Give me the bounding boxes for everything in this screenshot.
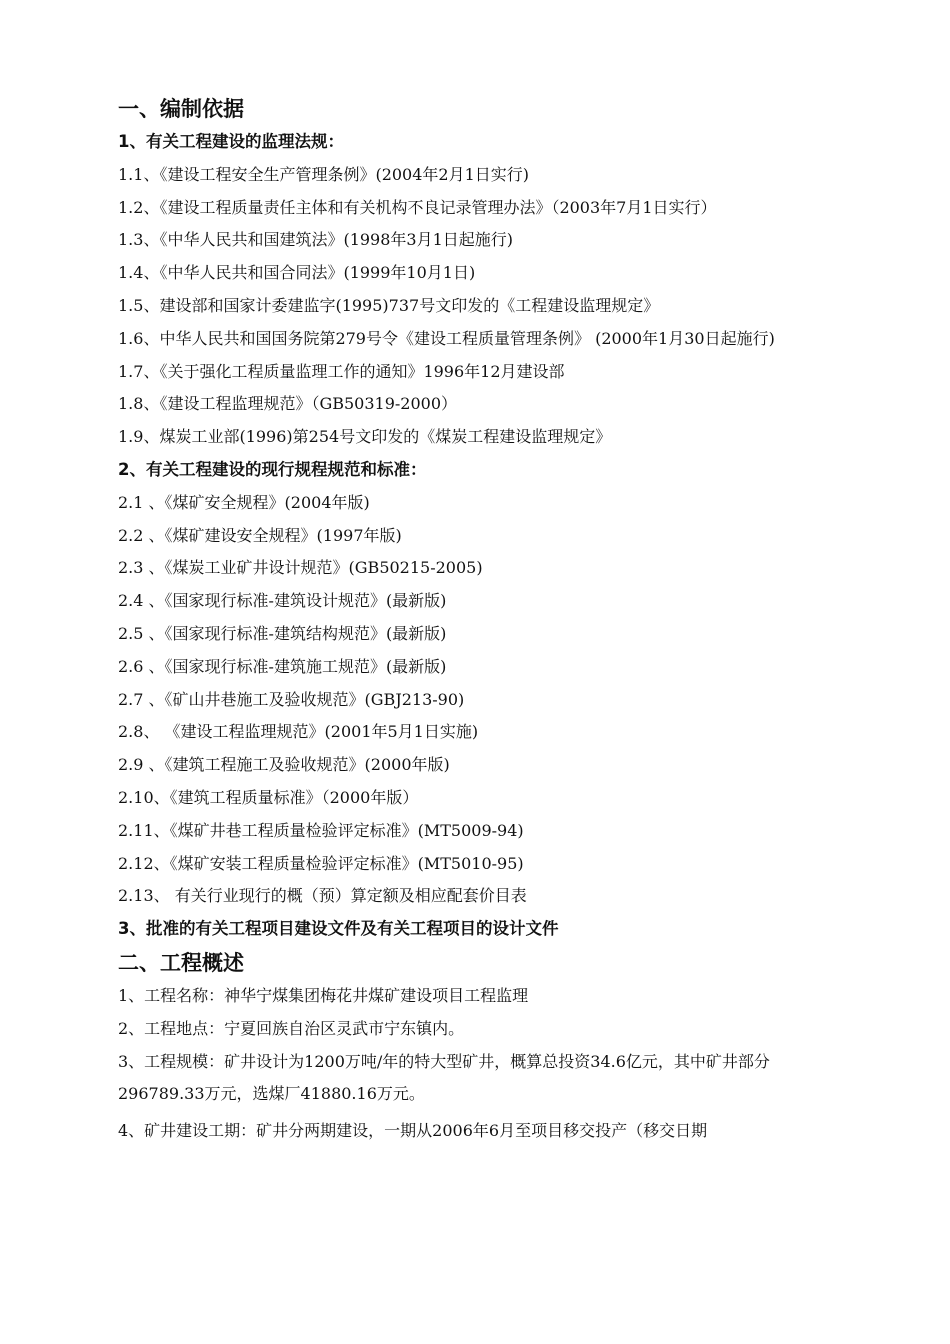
overview-item-scale: 3、工程规模：矿井设计为1200万吨/年的特大型矿井，概算总投资34.6亿元，其中矿井部分296789.33万元，选煤厂41880.16万元。 [118,1051,770,1104]
list-item-law: 1.9、煤炭工业部(1996)第254号文印发的《煤炭工程建设监理规定》 [118,427,612,447]
list-item-law: 1.4、《中华人民共和国合同法》(1999年10月1日) [118,263,476,283]
list-item-law: 1.3、《中华人民共和国建筑法》(1998年3月1日起施行) [118,230,514,250]
list-item-standard: 2.6 、《国家现行标准-建筑施工规范》(最新版) [118,656,447,676]
overview-item-location: 2、工程地点：宁夏回族自治区灵武市宁东镇内。 [118,1018,465,1038]
section-heading-overview: 二、工程概述 [118,950,244,975]
section-heading-basis: 一、编制依据 [118,97,244,121]
list-item-standard: 2.13、 有关行业现行的概（预）算定额及相应配套价目表 [118,886,527,906]
list-item-standard: 2.8、 《建设工程监理规范》(2001年5月1日实施) [118,722,479,742]
list-item-law: 1.7、《关于强化工程质量监理工作的通知》1996年12月建设部 [118,361,565,381]
list-item-standard: 2.5 、《国家现行标准-建筑结构规范》(最新版) [118,623,447,643]
list-item-standard: 2.12、《煤矿安装工程质量检验评定标准》(MT5010-95) [118,853,524,873]
list-item-standard: 2.4 、《国家现行标准-建筑设计规范》(最新版) [118,591,447,611]
list-item-standard: 2.7 、《矿山井巷施工及验收规范》(GBJ213-90) [118,689,465,709]
list-item-standard: 2.9 、《建筑工程施工及验收规范》(2000年版) [118,755,450,775]
subheading-project-files: 3、批准的有关工程项目建设文件及有关工程项目的设计文件 [118,919,559,939]
subheading-standards: 2、有关工程建设的现行规程规范和标准： [118,459,427,479]
overview-item-name: 1、工程名称：神华宁煤集团梅花井煤矿建设项目工程监理 [118,985,529,1005]
list-item-standard: 2.3 、《煤炭工业矿井设计规范》(GB50215-2005) [118,558,483,578]
subheading-laws: 1、有关工程建设的监理法规： [118,132,344,151]
list-item-standard: 2.11、《煤矿井巷工程质量检验评定标准》(MT5009-94) [118,820,524,840]
document-body [118,92,834,1148]
list-item-standard: 2.2 、《煤矿建设安全规程》(1997年版) [118,525,402,545]
list-item-law: 1.5、建设部和国家计委建监字(1995)737号文印发的《工程建设监理规定》 [118,295,660,315]
list-item-law: 1.6、中华人民共和国国务院第279号令《建设工程质量管理条例》 (2000年1月30日起施行) [118,328,775,348]
list-item-law: 1.1、《建设工程安全生产管理条例》(2004年2月1日实行) [118,164,530,184]
list-item-law: 1.2、《建设工程质量责任主体和有关机构不良记录管理办法》（2003年7月1日实行） [118,197,717,217]
overview-item-schedule: 4、矿井建设工期：矿井分两期建设，一期从2006年6月至项目移交投产（移交日期 [118,1121,708,1141]
list-item-law: 1.8、《建设工程监理规范》（GB50319-2000） [118,394,458,414]
list-item-standard: 2.10、《建筑工程质量标准》（2000年版） [118,787,419,807]
list-item-standard: 2.1 、《煤矿安全规程》(2004年版) [118,492,370,512]
